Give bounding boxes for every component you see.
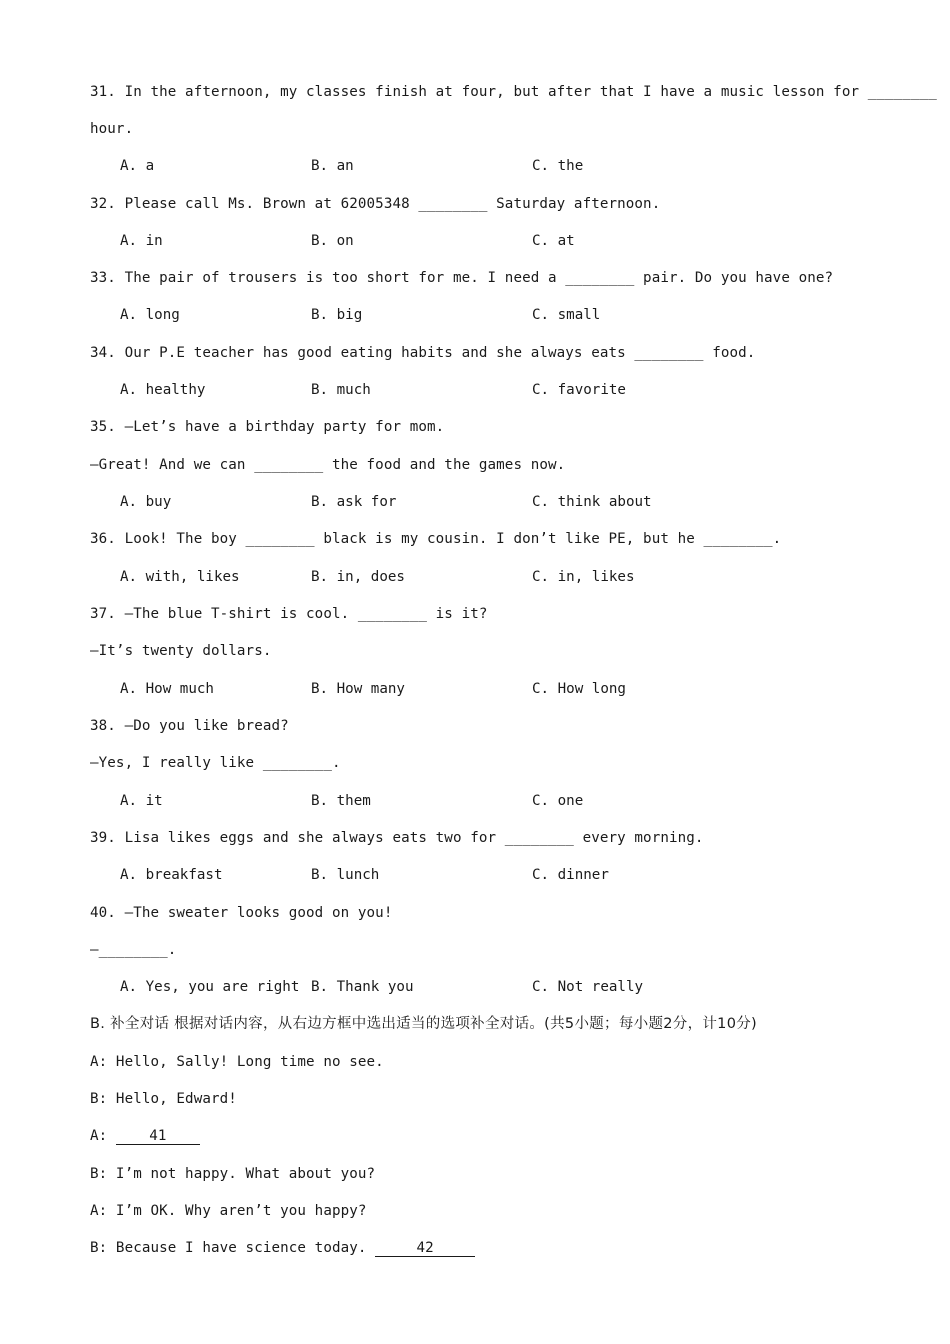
question-36-line-1: 36. Look! The boy ________ black is my cousin. I don’t like PE, but he ________. <box>90 531 782 547</box>
question-34-option-a: A. healthy <box>120 382 206 398</box>
question-33-option-a: A. long <box>120 307 180 323</box>
question-34-option-b: B. much <box>311 382 371 398</box>
question-37-option-a: A. How much <box>120 681 214 697</box>
question-38-option-b: B. them <box>311 793 371 809</box>
question-31-line-1: 31. In the afternoon, my classes finish at four, but after that I have a music lesson for ________ <box>90 84 937 100</box>
dialogue-line-2: B: Hello, Edward! <box>90 1091 237 1107</box>
question-36-option-b: B. in, does <box>311 569 405 585</box>
question-32-option-c: C. at <box>532 233 575 249</box>
question-38-option-c: C. one <box>532 793 584 809</box>
dialogue-line-3-prefix: A: <box>90 1128 116 1144</box>
question-33-option-c: C. small <box>532 307 601 323</box>
question-31-line-2: hour. <box>90 121 134 137</box>
question-35-option-a: A. buy <box>120 494 172 510</box>
question-33-line-1: 33. The pair of trousers is too short for me. I need a ________ pair. Do you have one? <box>90 270 834 286</box>
question-36-option-c: C. in, likes <box>532 569 635 585</box>
question-33-option-b: B. big <box>311 307 363 323</box>
question-37-option-c: C. How long <box>532 681 626 697</box>
question-40-line-2: —________. <box>90 942 177 958</box>
question-39-option-c: C. dinner <box>532 867 609 883</box>
dialogue-line-3 <box>90 1126 200 1146</box>
question-35-option-c: C. think about <box>532 494 652 510</box>
dialogue-line-6 <box>90 1238 475 1258</box>
question-37-line-2: —It’s twenty dollars. <box>90 643 272 659</box>
dialogue-line-4: B: I’m not happy. What about you? <box>90 1166 376 1182</box>
question-35-option-b: B. ask for <box>311 494 397 510</box>
answer-blank-41[interactable]: 41 <box>116 1128 200 1145</box>
question-32-option-b: B. on <box>311 233 354 249</box>
question-37-option-b: B. How many <box>311 681 405 697</box>
question-39-option-b: B. lunch <box>311 867 380 883</box>
question-40-line-1: 40. —The sweater looks good on you! <box>90 905 393 921</box>
question-40-option-b: B. Thank you <box>311 979 414 995</box>
question-39-line-1: 39. Lisa likes eggs and she always eats two for ________ every morning. <box>90 830 704 846</box>
question-31-option-a: A. a <box>120 158 155 174</box>
question-40-option-c: C. Not really <box>532 979 644 995</box>
question-40-option-a: A. Yes, you are right <box>120 979 300 995</box>
question-39-option-a: A. breakfast <box>120 867 223 883</box>
question-38-line-1: 38. —Do you like bread? <box>90 718 289 734</box>
question-31-option-b: B. an <box>311 158 354 174</box>
question-35-line-2: —Great! And we can ________ the food and the games now. <box>90 457 566 473</box>
dialogue-line-6-prefix: B: Because I have science today. <box>90 1240 376 1256</box>
question-38-option-a: A. it <box>120 793 163 809</box>
dialogue-line-1: A: Hello, Sally! Long time no see. <box>90 1054 384 1070</box>
dialogue-line-5: A: I’m OK. Why aren’t you happy? <box>90 1203 367 1219</box>
question-38-line-2: —Yes, I really like ________. <box>90 755 341 771</box>
section-b-heading: B. 补全对话 根据对话内容，从右边方框中选出适当的选项补全对话。(共5小题；每小题2分，计10分) <box>90 1016 757 1032</box>
question-32-option-a: A. in <box>120 233 163 249</box>
question-32-line-1: 32. Please call Ms. Brown at 62005348 ________ Saturday afternoon. <box>90 196 661 212</box>
answer-blank-42[interactable]: 42 <box>375 1240 475 1257</box>
question-34-option-c: C. favorite <box>532 382 626 398</box>
question-36-option-a: A. with, likes <box>120 569 240 585</box>
question-37-line-1: 37. —The blue T-shirt is cool. ________ is it? <box>90 606 488 622</box>
question-35-line-1: 35. —Let’s have a birthday party for mom. <box>90 419 445 435</box>
question-31-option-c: C. the <box>532 158 584 174</box>
question-34-line-1: 34. Our P.E teacher has good eating habits and she always eats ________ food. <box>90 345 756 361</box>
